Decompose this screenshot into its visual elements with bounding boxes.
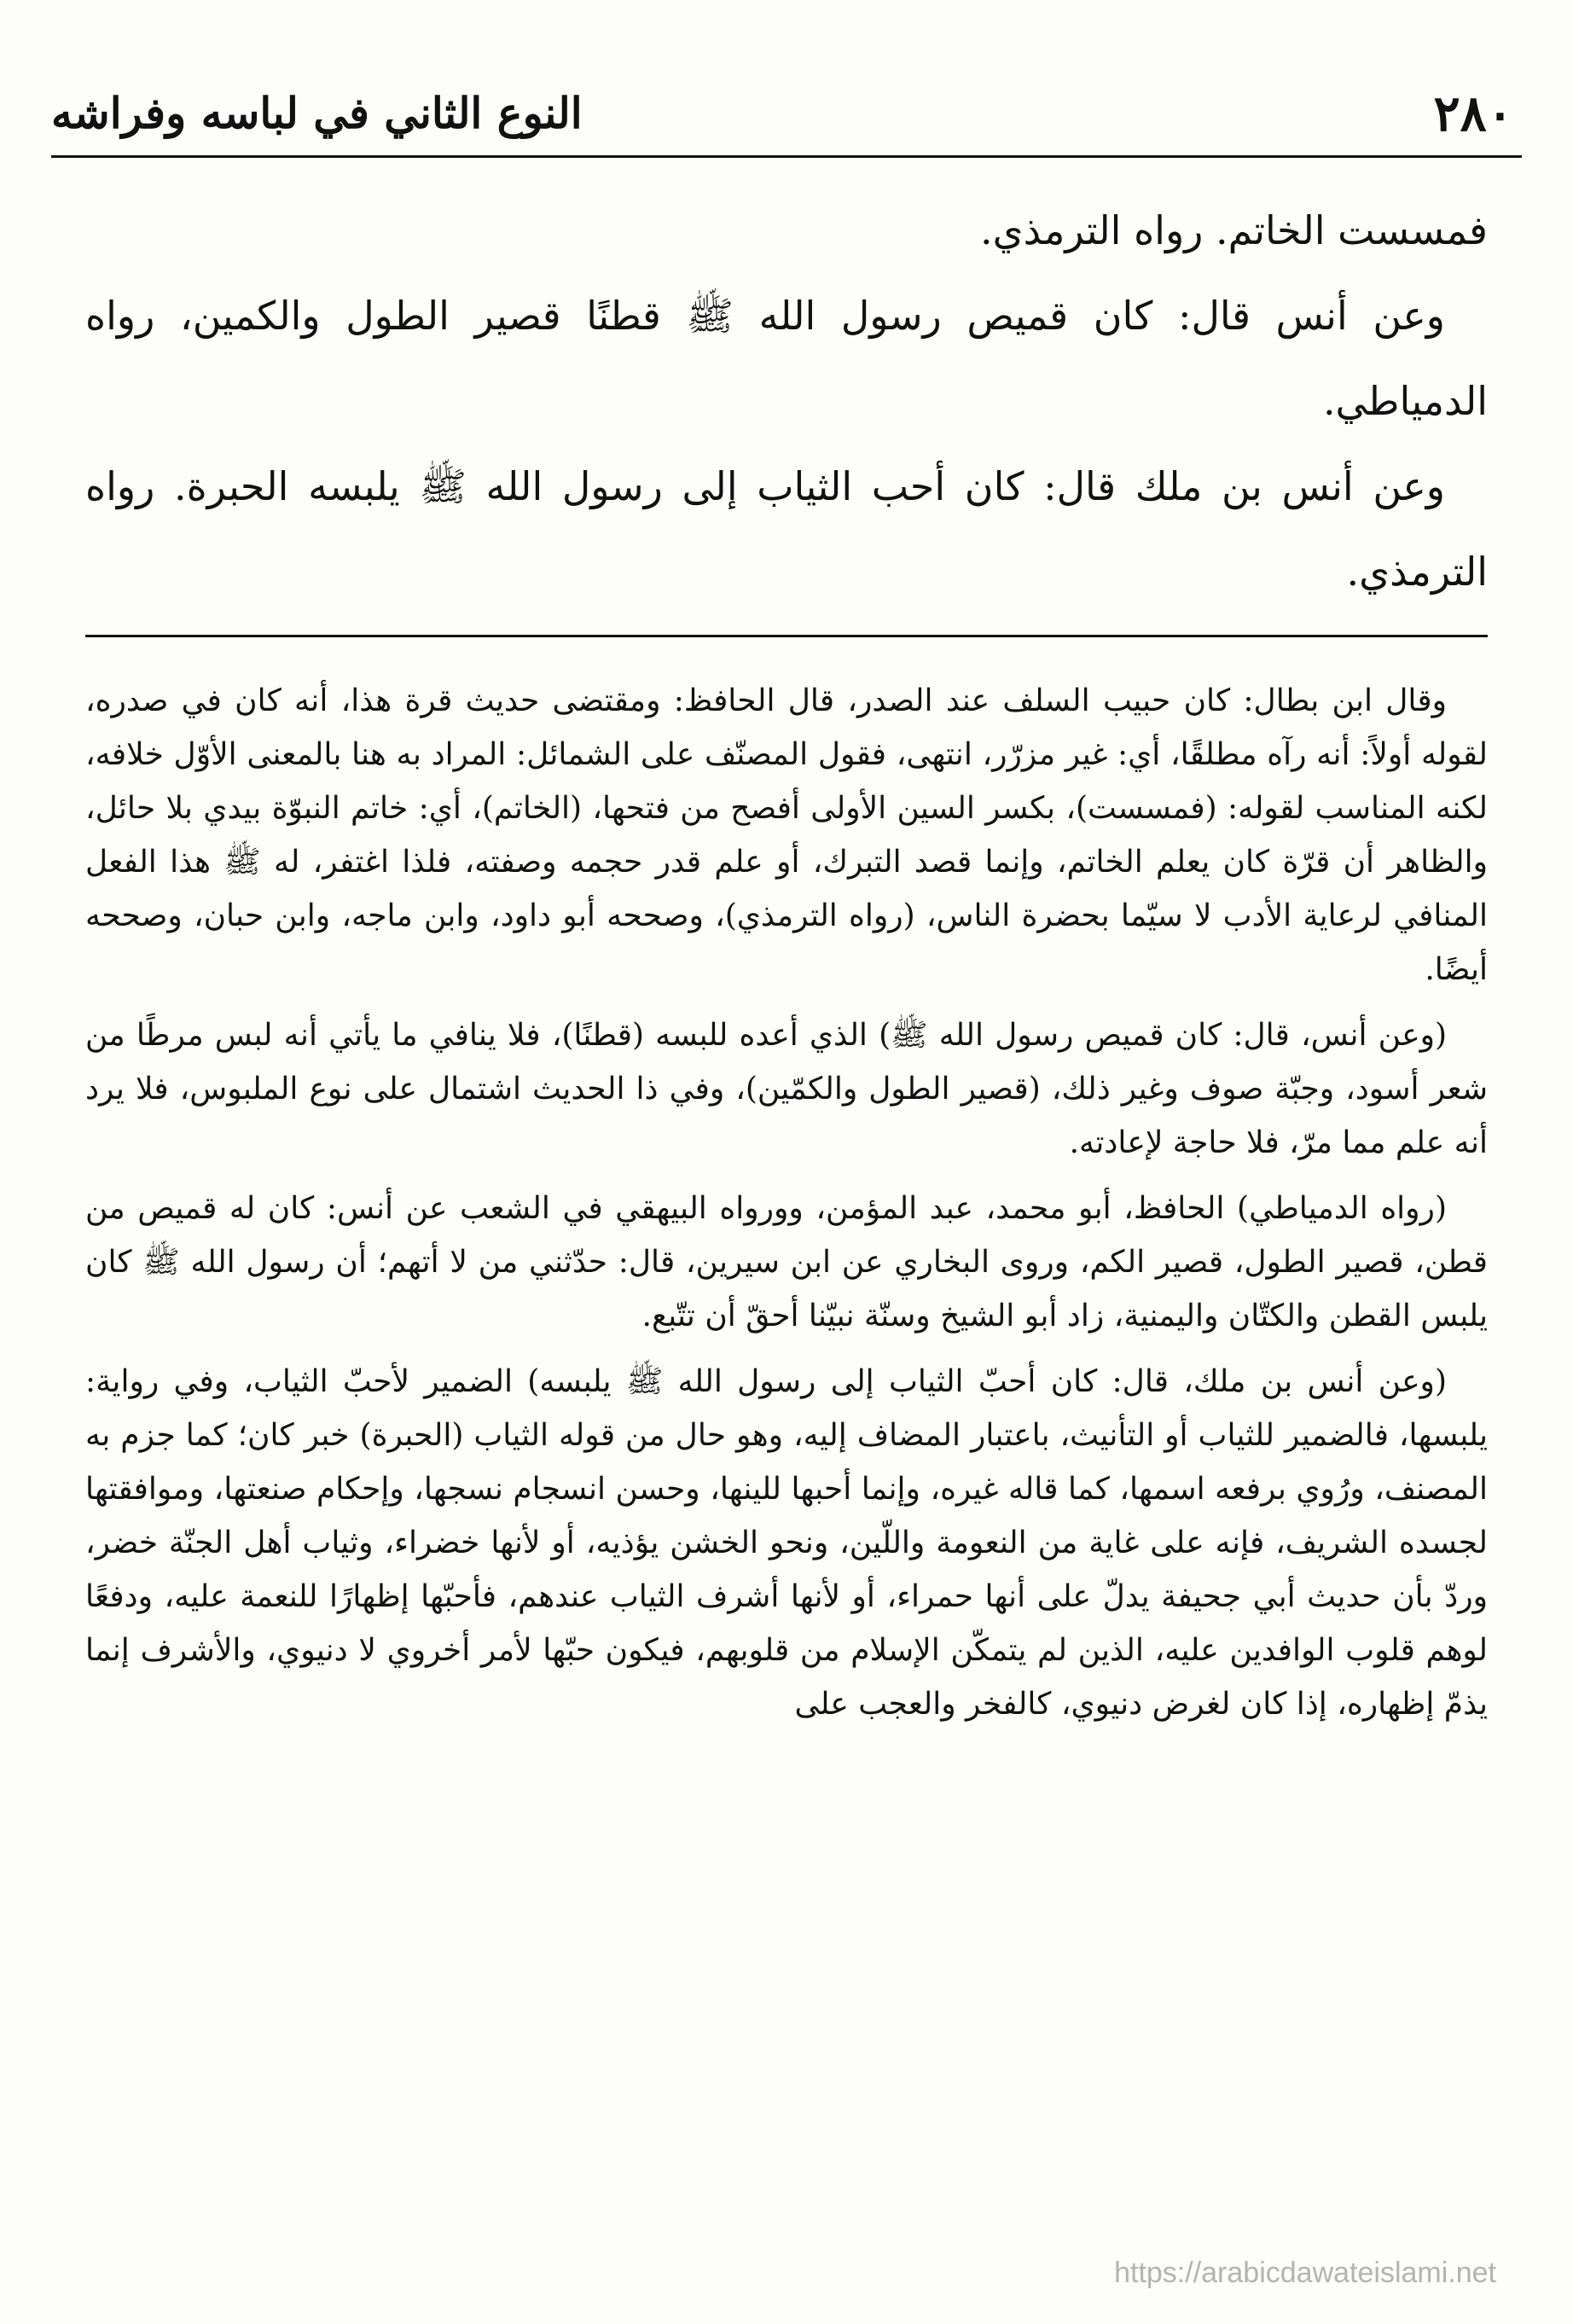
page-number: ٢٨٠ <box>1433 84 1513 142</box>
running-title: النوع الثاني في لباسه وفراشه <box>51 88 583 138</box>
header-rule <box>51 155 1522 158</box>
commentary-paragraph-1: وقال ابن بطال: كان حبيب السلف عند الصدر، قال الحافظ: ومقتضى حديث قرة هذا، أنه كان في صدره، لقوله أولاً: أنه رآه مطلقًا، أي: غير مزرّر، انتهى، فقول المصنّف على الشمائل: المراد به هنا بالمعنى الأوّل خلافه، لكنه المناسب لقوله: (فمسست)، بكسر السين الأولى أفصح من فتحها، (الخاتم)، أي: خاتم النبوّة بيدي بلا حائل، والظاهر أن قرّة كان يعلم الخاتم، وإنما قصد التبرك، أو علم قدر حجمه وصفته، فلذا اغتفر، له ﷺ هذا الفعل المنافي لرعاية الأدب لا سيّما بحضرة الناس، (رواه الترمذي)، وصححه أبو داود، وابن ماجه، وابن حبان، وصححه أيضًا. <box>85 683 1488 987</box>
main-paragraph-2: وعن أنس قال: كان قميص رسول الله ﷺ قطنًا قصير الطول والكمين، رواه الدمياطي. <box>85 293 1488 424</box>
main-paragraph-3: وعن أنس بن ملك قال: كان أحب الثياب إلى رسول الله ﷺ يلبسه الحبرة. رواه الترمذي. <box>85 463 1488 595</box>
watermark-url: https://arabicdawateislami.net <box>1114 2257 1496 2289</box>
commentary-paragraph-3: (رواه الدمياطي) الحافظ، أبو محمد، عبد المؤمن، وورواه البيهقي في الشعب عن أنس: كان له قميص من قطن، قصير الطول، قصير الكم، وروى البخاري عن ابن سيرين، قال: حدّثني من لا أتهم؛ أن رسول الله ﷺ كان يلبس القطن والكتّان واليمنية، زاد أبو الشيخ وسنّة نبيّنا أحقّ أن تتّبع. <box>85 1191 1488 1333</box>
main-text <box>85 188 1488 614</box>
commentary-paragraph-4: (وعن أنس بن ملك، قال: كان أحبّ الثياب إلى رسول الله ﷺ يلبسه) الضمير لأحبّ الثياب، وفي رواية: يلبسها، فالضمير للثياب أو التأنيث، باعتبار المضاف إليه، وهو حال من قوله الثياب (الحبرة) خبر كان؛ كما جزم به المصنف، ورُوي برفعه اسمها، كما قاله غيره، وإنما أحبها للينها، وحسن انسجام نسجها، وإحكام صنعتها، وموافقتها لجسده الشريف، فإنه على غاية من النعومة واللّين، ونحو الخشن يؤذيه، أو لأنها خضراء، وثياب أهل الجنّة خضر، وردّ بأن حديث أبي جحيفة يدلّ على أنها حمراء، أو لأنها أشرف الثياب عندهم، فأحبّها إظهارًا للنعمة عليه، ودفعًا لوهم قلوب الوافدين عليه، الذين لم يتمكّن الإسلام من قلوبهم، فيكون حبّها لأمر أخروي لا دنيوي، والأشرف إنما يذمّ إظهاره، إذا كان لغرض دنيوي، كالفخر والعجب على <box>85 1364 1488 1722</box>
section-divider <box>85 635 1488 637</box>
commentary <box>85 674 1488 2210</box>
main-paragraph-1: فمسست الخاتم. رواه الترمذي. <box>979 207 1488 253</box>
commentary-paragraph-2: (وعن أنس، قال: كان قميص رسول الله ﷺ) الذي أعده للبسه (قطنًا)، فلا ينافي ما يأتي أنه لبس مرطًا من شعر أسود، وجبّة صوف وغير ذلك، (قصير الطول والكمّين)، وفي ذا الحديث اشتمال على نوع الملبوس، فلا يرد أنه علم مما مرّ، فلا حاجة لإعادته. <box>85 1018 1488 1160</box>
page-header <box>34 75 1522 152</box>
